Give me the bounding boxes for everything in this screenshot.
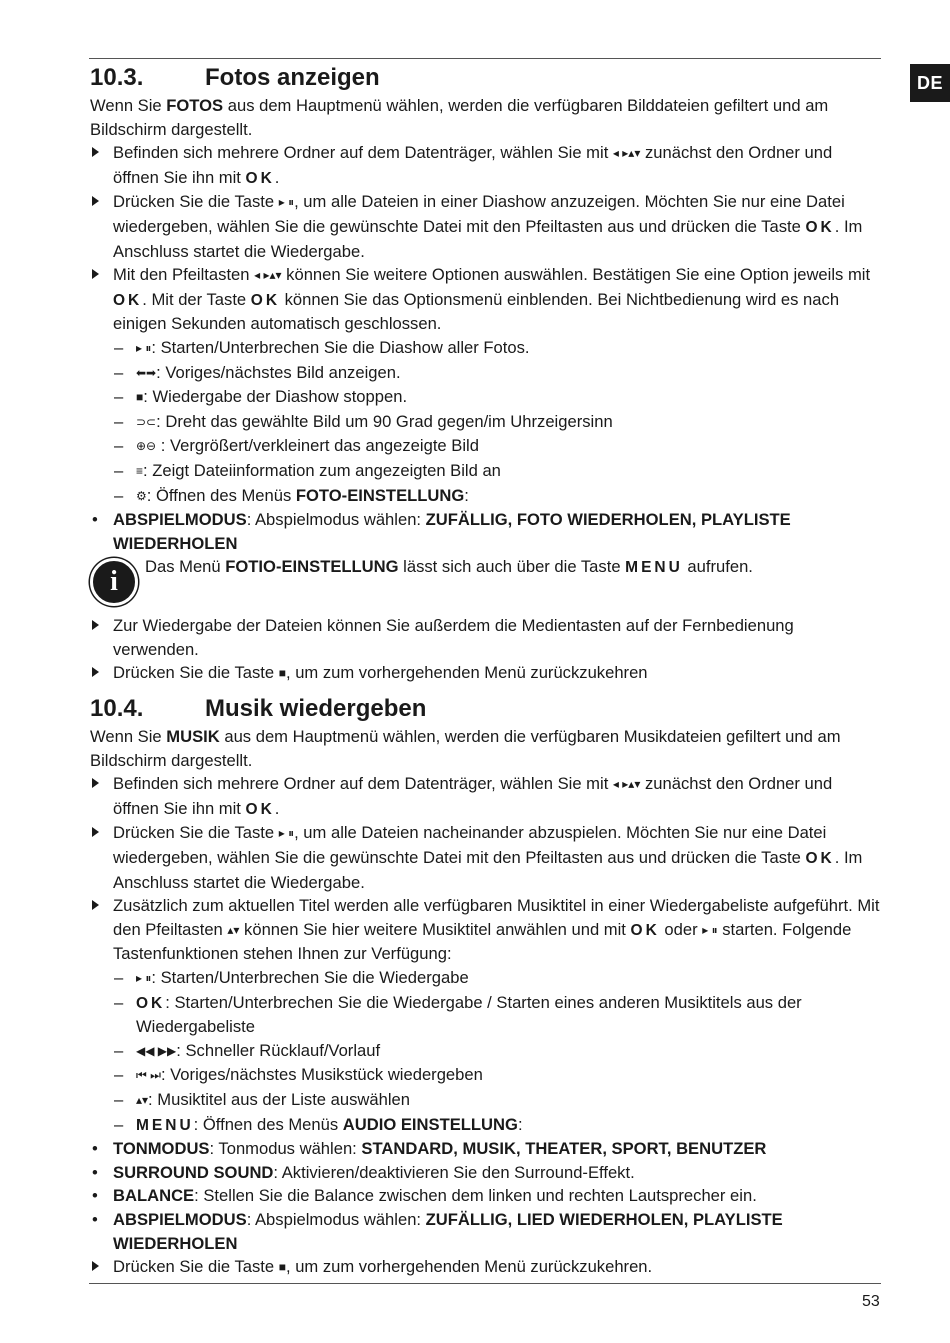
option-item: – ▴▾: Musiktitel aus der Liste auswählen [90, 1088, 882, 1113]
page-number: 53 [862, 1293, 880, 1310]
option-item: – ⚙: Öffnen des Menüs FOTO-EINSTELLUNG: [90, 484, 882, 509]
option-item: – ⊃⊂: Dreht das gewählte Bild um 90 Grad gegen/im Uhrzeigersinn [90, 410, 882, 435]
option-item: – ▸ ⏸: Starten/Unterbrechen Sie die Wiedergabe [90, 966, 882, 991]
setting-item: • BALANCE: Stellen Sie die Balance zwischen dem linken und rechten Lautsprecher ein. [92, 1186, 757, 1206]
page-content [90, 63, 882, 1280]
arrow-keys-icon: ◂ ▸▴▾ [254, 268, 282, 283]
play-pause-icon: ▸ ⏸ [278, 826, 295, 841]
step-arrow-icon [92, 1255, 108, 1279]
rotate-icon: ⊃⊂ [136, 414, 157, 429]
play-pause-icon: ▸ ⏸ [702, 922, 718, 937]
intro-paragraph: Wenn Sie MUSIK aus dem Hauptmenü wählen, werden die verfügbaren Musikdateien gefiltert und am Bildschirm dargestellt. [90, 727, 841, 770]
option-item: – ▸ ⏸: Starten/Unterbrechen Sie die Diashow aller Fotos. [90, 336, 882, 361]
section-heading-fotos: 10.3. Fotos anzeigen [90, 64, 380, 91]
up-down-arrows-icon: ▴▾ [136, 1092, 149, 1107]
step-item: Drücken Sie die Taste ▸ ⏸, um alle Dateien in einer Diashow anzuzeigen. Möchten Sie nur eine Datei wiedergeben, wählen Sie die gewünschte Datei mit den Pfeiltasten aus und drücken die Taste OK. Im Anschluss startet die Wiedergabe. [90, 190, 882, 263]
stop-icon: ■ [136, 390, 144, 405]
step-arrow-icon [92, 190, 108, 214]
step-arrow-icon [92, 661, 108, 685]
bottom-rule [89, 1283, 881, 1284]
step-item: Zur Wiedergabe der Dateien können Sie außerdem die Medientasten auf der Fernbedienung verwenden. [90, 614, 882, 661]
arrow-keys-icon: ◂ ▸▴▾ [612, 146, 641, 161]
option-item: – OK: Starten/Unterbrechen Sie die Wiedergabe / Starten eines anderen Musiktitels aus der Wiedergabeliste [114, 992, 802, 1037]
setting-item: • ABSPIELMODUS: Abspielmodus wählen: ZUFÄLLIG, LIED WIEDERHOLEN, PLAYLISTE WIEDERHOLEN [92, 1209, 783, 1253]
step-arrow-icon [92, 772, 108, 796]
step-item: Befinden sich mehrere Ordner auf dem Datenträger, wählen Sie mit ◂ ▸▴▾ zunächst den Ordner und öffnen Sie ihn mit OK. [90, 141, 882, 190]
option-item: – MENU: Öffnen des Menüs AUDIO EINSTELLUNG: [114, 1114, 523, 1134]
stop-icon: ■ [278, 666, 286, 681]
option-item: – ■: Wiedergabe der Diashow stoppen. [90, 385, 882, 410]
option-item: – ≡: Zeigt Dateiinformation zum angezeigten Bild an [90, 459, 882, 484]
play-pause-icon: ▸ ⏸ [278, 195, 295, 210]
stop-icon: ■ [278, 1260, 286, 1275]
arrow-keys-icon: ◂ ▸▴▾ [612, 777, 641, 792]
top-rule [89, 58, 881, 59]
step-arrow-icon [92, 141, 108, 165]
intro-paragraph: Wenn Sie FOTOS aus dem Hauptmenü wählen, werden die verfügbaren Bilddateien gefiltert und am Bildschirm dargestellt. [90, 96, 829, 139]
play-pause-icon: ▸ ⏸ [136, 971, 152, 985]
step-item: Zusätzlich zum aktuellen Titel werden alle verfügbaren Musiktitel in einer Wiedergabeliste aufgeführt. Mit den Pfeiltasten ▴▾ können Sie hier weitere Musiktitel anwählen und mit OK oder ▸ ⏸ starten. Folgende Tastenfunktionen stehen Ihnen zur Verfügung: [90, 894, 882, 966]
section-heading-musik: 10.4. Musik wiedergeben [90, 695, 427, 723]
info-note-text: Das Menü FOTIO-EINSTELLUNG lässt sich auch über die Taste MENU aufrufen. [145, 557, 753, 577]
step-item: Mit den Pfeiltasten ◂ ▸▴▾ können Sie weitere Optionen auswählen. Bestätigen Sie eine Option jeweils mit OK. Mit der Taste OK können Sie das Optionsmenü einblenden. Bei Nichtbedienung wird es nach einigen Sekunden automatisch geschlossen. [90, 263, 882, 336]
step-item: Befinden sich mehrere Ordner auf dem Datenträger, wählen Sie mit ◂ ▸▴▾ zunächst den Ordner und öffnen Sie ihn mit OK. [90, 772, 882, 821]
zoom-icon: ⊕⊖ [136, 439, 157, 454]
setting-item: • SURROUND SOUND: Aktivieren/deaktivieren Sie den Surround-Effekt. [92, 1162, 635, 1182]
info-list-icon: ≡ [136, 463, 144, 478]
step-arrow-icon [92, 614, 108, 638]
option-item: – ⊕⊖ : Vergrößert/verkleinert das angezeigte Bild [90, 434, 882, 459]
option-item: – ⬅➡: Voriges/nächstes Bild anzeigen. [90, 361, 882, 386]
play-pause-icon: ▸ ⏸ [136, 340, 152, 355]
step-arrow-icon [92, 821, 108, 845]
step-item: Drücken Sie die Taste ■, um zum vorhergehenden Menü zurückzukehren. [90, 1255, 882, 1280]
setting-item: • TONMODUS: Tonmodus wählen: STANDARD, MUSIK, THEATER, SPORT, BENUTZER [92, 1139, 767, 1159]
info-icon: i [90, 558, 138, 606]
step-arrow-icon [92, 263, 108, 287]
option-item: – ◀◀ ▶▶: Schneller Rücklauf/Vorlauf [90, 1039, 882, 1064]
step-arrow-icon [92, 894, 108, 918]
option-item: – ⏮ ⏭: Voriges/nächstes Musikstück wiedergeben [90, 1063, 882, 1088]
language-tab: DE [910, 64, 950, 102]
info-note [90, 558, 882, 614]
step-item: Drücken Sie die Taste ▸ ⏸, um alle Dateien nacheinander abzuspielen. Möchten Sie nur eine Datei wiedergeben, wählen Sie die gewünschte Datei mit den Pfeiltasten aus und drücken die Taste OK. Im Anschluss startet die Wiedergabe. [90, 821, 882, 894]
settings-gear-icon: ⚙ [136, 488, 147, 503]
rewind-forward-icon: ◀◀ ▶▶ [136, 1043, 177, 1058]
skip-prev-next-icon: ⏮ ⏭ [136, 1068, 161, 1083]
setting-item: • ABSPIELMODUS: Abspielmodus wählen: ZUFÄLLIG, FOTO WIEDERHOLEN, PLAYLISTE WIEDERHOLEN [92, 510, 791, 553]
prev-next-arrows-icon: ⬅➡ [136, 365, 157, 380]
up-down-arrows-icon: ▴▾ [227, 922, 240, 937]
step-item: Drücken Sie die Taste ■, um zum vorhergehenden Menü zurückzukehren [90, 661, 882, 686]
